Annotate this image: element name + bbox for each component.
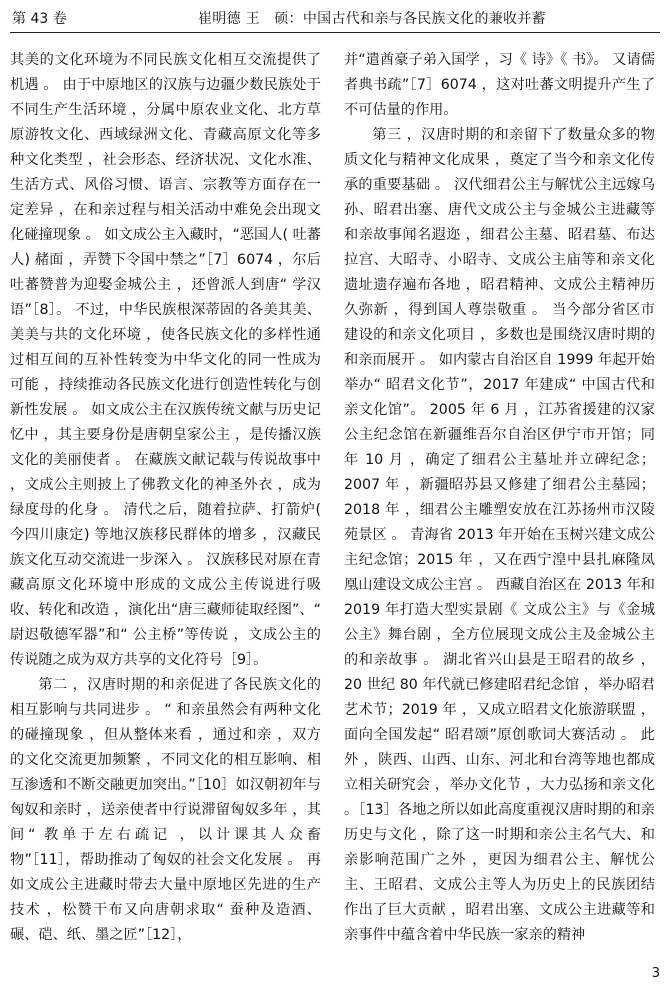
paragraph: 并“遣酋豪子弟入国学 ，习《 诗》《 书》。 又请儒者典书疏”［7］6074 ，这对吐蕃文明提升产生了不可估量的作用。	[344, 52, 655, 118]
volume-label: 第 43 卷	[12, 11, 67, 27]
running-header	[10, 6, 660, 33]
paragraph: 第二 ，汉唐时期的和亲促进了各民族文化的相互影响与共同进步 。 “ 和亲虽然会有两种文化的碰撞现象 ，但从整体来看 ，通过和亲 ，双方的文化交流更加频繁 ，不同文化的相互影响、相互渗透和不断交融更加突出。”［10］如汉朝初年与匈奴和亲时 ，送亲使者中行说滞留匈奴多年 ，其间“ 教单于左右疏记 ，以计课其人众畜物”［11］，帮助推动了匈奴的社会文化发展 。 再如文成公主进藏时带去大量中原地区先进的生产技术 ，松赞干布又向唐朝求取“ 蚕种及造酒、碾、硙、纸、墨之匠”［12］，	[10, 677, 321, 943]
paragraph: 其美的文化环境为不同民族文化相互交流提供了机遇 。 由于中原地区的汉族与边疆少数民族处于不同生产生活环境 ，分属中原农业文化、北方草原游牧文化、西域绿洲文化、青藏高原文化等多种文化类型 ，社会形态、经济状况、文化水准、生活方式、风俗习惯、语言、宗教等方面存在一定差异 ，在和亲过程与相关活动中难免会出现文化碰撞现象 。 如文成公主入藏时，“恶国人( 吐蕃人) 赭面 ，弄赞下令国中禁之”［7］6074 ，尔后吐蕃赞普为迎娶金城公主 ，还曾派人到唐“ 学汉语”［8］。 不过，中华民族根深蒂固的各美其美、美美与共的文化环境 ，使各民族文化的多样性通过相互间的互补性转变为中华文化的同一性成为可能 ，持续推动各民族文化进行创造性转化与创新性发展 。 如文成公主在汉族传统文献与历史记忆中 ，其主要身份是唐朝皇家公主 ，是传播汉族文化的美丽使者 。 在藏族文献记载与传说故事中 ，文成公主则披上了佛教文化的神圣外衣 ，成为绿度母的化身 。 清代之后，随着拉萨、打箭炉( 今四川康定) 等地汉族移民群体的增多 ，汉藏民族文化互动交流进一步深入 。 汉族移民对原在青藏高原文化环境中形成的文成公主传说进行吸收、转化和改造 ，演化出“唐三藏师徒取经图”、“ 尉迟敬德军器”和“ 公主桥”等传说 ，文成公主的传说随之成为双方共享的文化符号［9］。	[10, 52, 321, 668]
right-column	[344, 48, 655, 948]
page-number: 3	[651, 966, 660, 981]
running-title: 崔明德 王 硕：中国古代和亲与各民族文化的兼收并蓄	[198, 11, 546, 27]
paragraph: 第三 ，汉唐时期的和亲留下了数量众多的物质文化与精神文化成果 ，奠定了当今和亲文化传承的重要基础 。 汉代细君公主与解忧公主远嫁乌孙、昭君出塞、唐代文成公主与金城公主进藏等和亲故事闻名遐迩 ，细君公主墓、昭君墓、布达拉宫、大昭寺、小昭寺、文成公主庙等和亲文化遗址遗存遍布各地 ，昭君精神、文成公主精神历久弥新 ，得到国人尊崇敬重 。 当今部分省区市建设的和亲文化项目 ，多数也是围绕汉唐时期的和亲而展开 。 如内蒙古自治区自 1999 年起开始举办“ 昭君文化节”，2017 年建成“ 中国古代和亲文化馆”。 2005 年 6 月 ，江苏省援建的汉家公主纪念馆在新疆维吾尔自治区伊宁市开馆；同年 10 月 ，确定了细君公主墓址并立碑纪念；2007 年 ，新疆昭苏县又修建了细君公主墓园；2018 年 ，细君公主雕塑安放在江苏扬州市汉陵苑景区 。 青海省 2013 年开始在玉树兴建文成公主纪念馆；2015 年 ，又在西宁湟中县扎麻隆凤凰山建设文成公主宫 。 西藏自治区在 2013 年和 2019 年打造大型实景剧《 文成公主》与《金城公主》舞台剧 ，全方位展现文成公主及金城公主的和亲故事 。 湖北省兴山县是王昭君的故乡 ，20 世纪 80 年代就已修建昭君纪念馆 ，举办昭君艺术节；2019 年 ，又成立昭君文化旅游联盟 ，面向全国发起“ 昭君颂”原创歌词大赛活动 。 此外 ，陕西、山西、山东、河北和台湾等地也都成立相关研究会 ，举办文化节 ，大力弘扬和亲文化 。［13］各地之所以如此高度重视汉唐时期的和亲历史与文化 ，除了这一时期和亲公主名气大、和亲影响范围广之外 ，更因为细君公主、解忧公主、王昭君、文成公主等人为历史上的民族团结作出了巨大贡献 ，昭君出塞、文成公主进藏等和亲事件中蕴含着中华民族一家亲的精神	[344, 127, 655, 943]
left-column	[10, 48, 321, 948]
